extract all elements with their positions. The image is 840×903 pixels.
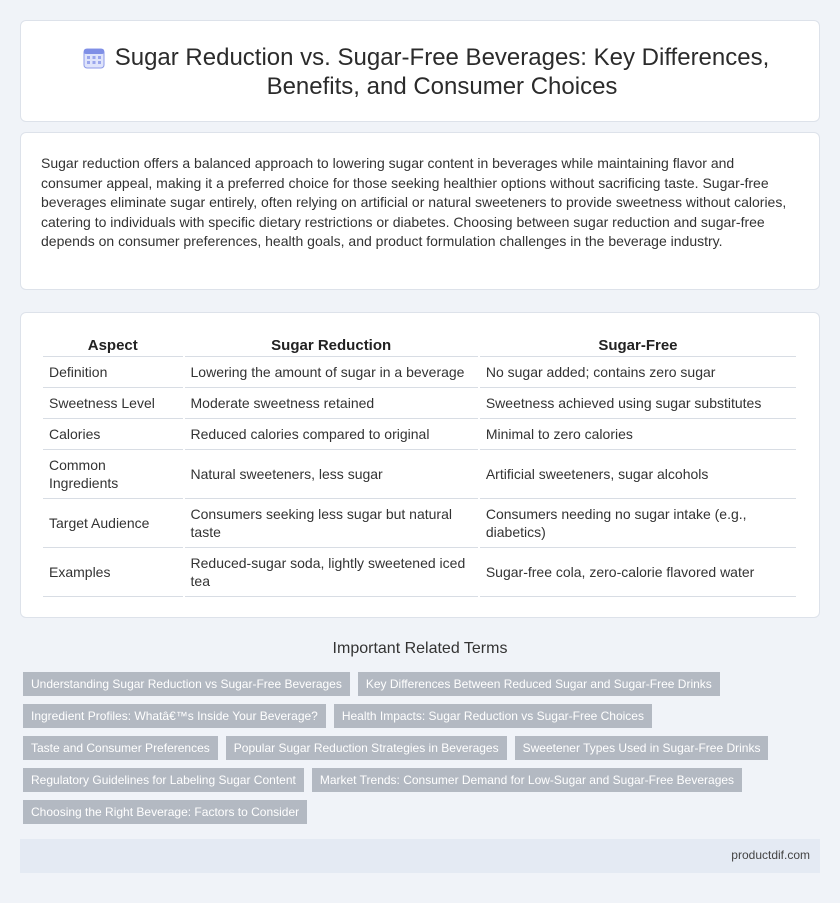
table-row: [43, 548, 796, 597]
related-term-link[interactable]: Popular Sugar Reduction Strategies in Beverages: [226, 736, 507, 760]
table-row: [43, 419, 796, 450]
table-cell: Lowering the amount of sugar in a beverage: [185, 357, 478, 388]
related-term-link[interactable]: Understanding Sugar Reduction vs Sugar-Free Beverages: [23, 672, 350, 696]
table-cell: Reduced-sugar soda, lightly sweetened iced tea: [185, 548, 478, 597]
related-term-link[interactable]: Taste and Consumer Preferences: [23, 736, 218, 760]
footer-site-link[interactable]: productdif.com: [731, 848, 810, 862]
table-cell: Target Audience: [43, 499, 183, 548]
related-term-link[interactable]: Choosing the Right Beverage: Factors to Consider: [23, 800, 307, 824]
comparison-table: [41, 335, 798, 597]
table-header-cell: Aspect: [43, 335, 183, 357]
table-cell: Sugar-free cola, zero-calorie flavored water: [480, 548, 796, 597]
related-term-link[interactable]: Health Impacts: Sugar Reduction vs Sugar-Free Choices: [334, 704, 652, 728]
table-header-cell: Sugar-Free: [480, 335, 796, 357]
footer: [20, 839, 820, 873]
table-cell: Common Ingredients: [43, 450, 183, 499]
table-row: [43, 450, 796, 499]
table-row: [43, 388, 796, 419]
related-term-link[interactable]: Ingredient Profiles: Whatâ€™s Inside Your Beverage?: [23, 704, 326, 728]
page-title: Sugar Reduction vs. Sugar-Free Beverages: Key Differences, Benefits, and Consumer Choices: [114, 44, 770, 100]
table-header-cell: Sugar Reduction: [185, 335, 478, 357]
table-cell: Reduced calories compared to original: [185, 419, 478, 450]
related-term-link[interactable]: Regulatory Guidelines for Labeling Sugar Content: [23, 768, 304, 792]
table-cell: Minimal to zero calories: [480, 419, 796, 450]
table-cell: Consumers seeking less sugar but natural taste: [185, 499, 478, 548]
table-row: [43, 499, 796, 548]
table-cell: Natural sweeteners, less sugar: [185, 450, 478, 499]
table-cell: Artificial sweeteners, sugar alcohols: [480, 450, 796, 499]
table-cell: No sugar added; contains zero sugar: [480, 357, 796, 388]
comparison-table-card: [20, 312, 820, 618]
table-cell: Sweetness achieved using sugar substitutes: [480, 388, 796, 419]
intro-paragraph: Sugar reduction offers a balanced approach to lowering sugar content in beverages while maintaining flavor and consumer appeal, making it a preferred choice for those seeking healthier options without sacrificing taste. Sugar-free beverages eliminate sugar entirely, often relying on artificial or natural sweeteners to provide sweetness without calories, catering to individuals with specific dietary restrictions or diabetes. Choosing between sugar reduction and sugar-free depends on consumer preferences, health goals, and product formulation challenges in the beverage industry.: [41, 155, 787, 250]
table-cell: Calories: [43, 419, 183, 450]
intro-card: [20, 132, 820, 290]
table-cell: Moderate sweetness retained: [185, 388, 478, 419]
table-cell: Sweetness Level: [43, 388, 183, 419]
title-card: [20, 20, 820, 122]
table-cell: Consumers needing no sugar intake (e.g., diabetics): [480, 499, 796, 548]
related-terms-heading: Important Related Terms: [332, 640, 508, 657]
table-cell: Definition: [43, 357, 183, 388]
table-cell: Examples: [43, 548, 183, 597]
related-terms-list: [23, 672, 823, 832]
table-header-row: [43, 335, 796, 357]
related-term-link[interactable]: Sweetener Types Used in Sugar-Free Drinks: [515, 736, 769, 760]
related-term-link[interactable]: Key Differences Between Reduced Sugar and Sugar-Free Drinks: [358, 672, 720, 696]
related-term-link[interactable]: Market Trends: Consumer Demand for Low-Sugar and Sugar-Free Beverages: [312, 768, 742, 792]
table-row: [43, 357, 796, 388]
